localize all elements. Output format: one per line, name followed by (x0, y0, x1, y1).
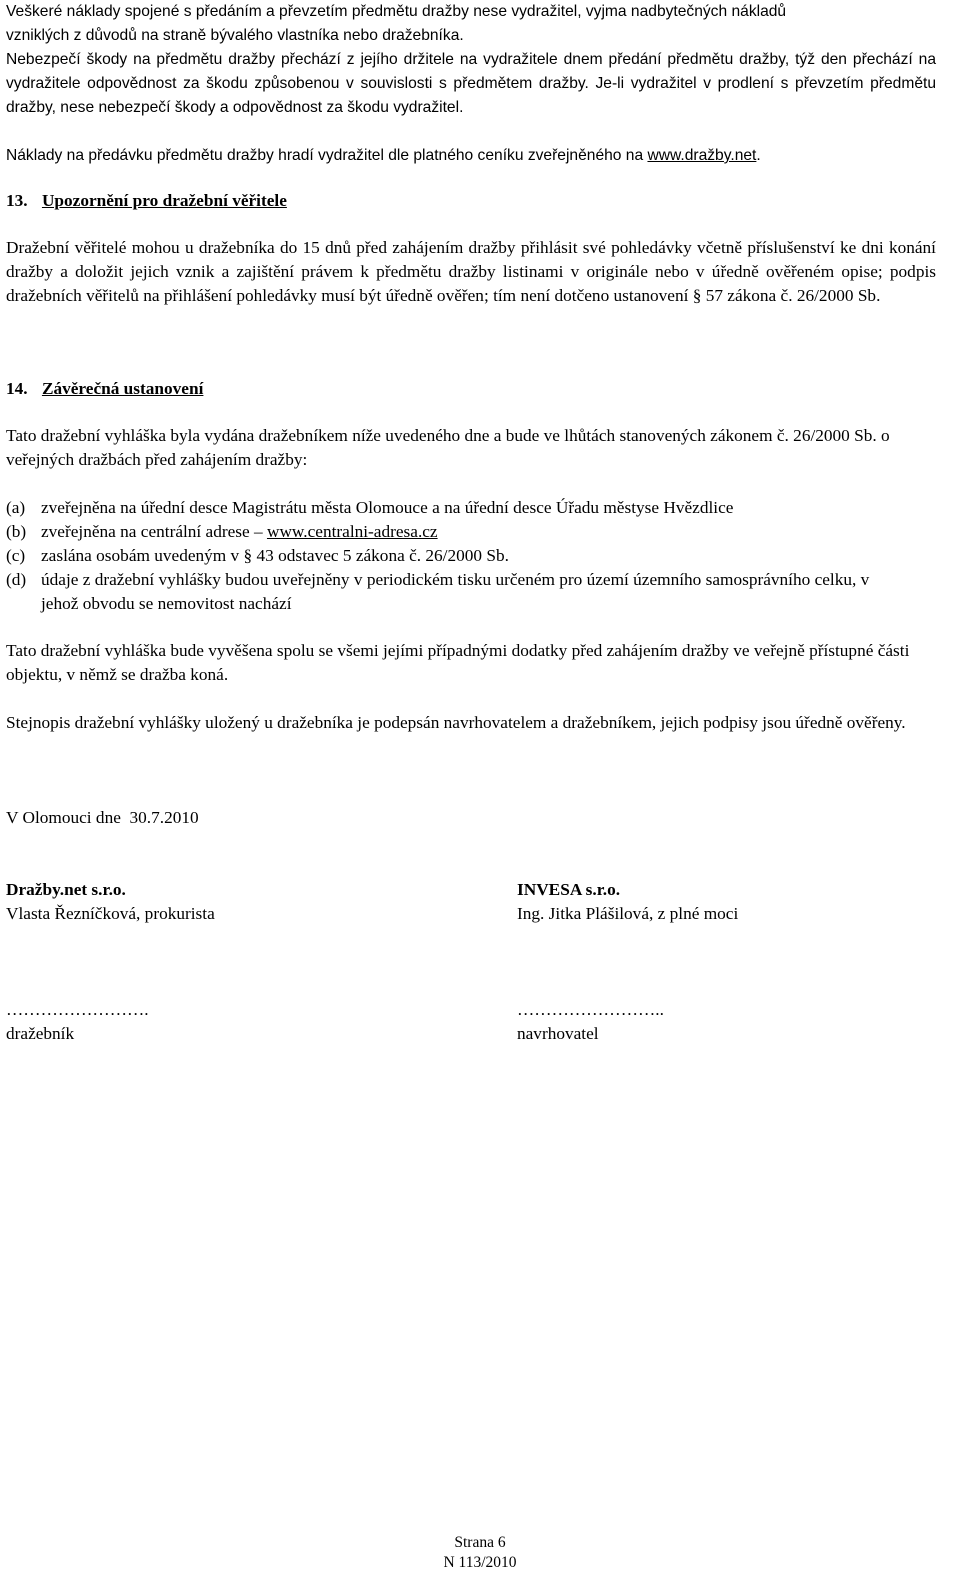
copy-paragraph: Stejnopis dražební vyhlášky uložený u dražebníka je podepsán navrhovatelem a dražebníkem, jejich podpisy jsou úředně ověřeny. (6, 713, 906, 732)
list-text: zaslána osobám uvedeným v § 43 odstavec 5 zákona č. 26/2000 Sb. (41, 546, 509, 565)
drazby-net-link[interactable]: www.dražby.net (647, 147, 757, 164)
place-and-date: V Olomouci dne 30.7.2010 (6, 808, 199, 827)
list-text: údaje z dražební vyhlášky budou uveřejněny v periodickém tisku určeném pro území územního samosprávního celku, v jehož obvodu se nemovitost nachází (41, 570, 870, 613)
costs-line-2: vzniklých z důvodů na straně bývalého vlastníka nebo dražebníka. (6, 27, 464, 44)
section-13-heading (6, 189, 287, 213)
list-text: zveřejněna na centrální adrese – (41, 522, 267, 541)
section-14-heading (6, 377, 203, 401)
centralni-adresa-link[interactable]: www.centralni-adresa.cz (266, 522, 438, 541)
section-14-intro: Tato dražební vyhláška byla vydána dražebníkem níže uvedeného dne a bude ve lhůtách stanovených zákonem č. 26/2000 Sb. o veřejných dražbách před zahájením dražby: (6, 426, 890, 469)
handover-costs-text: Náklady na předávku předmětu dražby hradí vydražitel dle platného ceníku zveřejněného na (6, 147, 648, 164)
list-marker: (a) (6, 498, 26, 517)
section-13-body: Dražební věřitelé mohou u dražebníka do 15 dnů před zahájením dražby přihlásit své pohledávky včetně příslušenství ke dni konání dražby a doložit jejich vznik a zajištění právem k předmětu dražby listinami v originále nebo v úředně ověřeném opise; podpis dražebních věřitelů na přihlášení pohledávky musí být úředně ověřen; tím není dotčeno ustanovení § 57 zákona č. 26/2000 Sb. (6, 238, 936, 305)
auctioneer-person: Vlasta Řezníčková, prokurista (6, 904, 215, 923)
proposer-person: Ing. Jitka Plášilová, z plné moci (517, 904, 739, 923)
proposer-role: navrhovatel (517, 1024, 599, 1043)
costs-line-1: Veškeré náklady spojené s předáním a převzetím předmětu dražby nese vydražitel, vyjma nadbytečných nákladů (6, 3, 787, 20)
auctioneer-company: Dražby.net s.r.o. (6, 880, 126, 899)
section-13-number: 13. (6, 191, 28, 210)
list-marker: (d) (6, 570, 27, 589)
proposer-signature-line: …………………….. (517, 1000, 664, 1019)
list-text-b (41, 520, 921, 544)
posting-paragraph: Tato dražební vyhláška bude vyvěšena spolu se všemi jejími případnými dodatky před zahájením dražby ve veřejně přístupné části objektu, v němž se dražba koná. (6, 641, 910, 684)
handover-costs-end: . (756, 147, 761, 164)
list-marker: (b) (6, 522, 27, 541)
list-marker: (c) (6, 546, 26, 565)
section-14-title: Závěrečná ustanovení (41, 379, 204, 398)
section-13-title: Upozornění pro dražební věřitele (41, 191, 287, 210)
section-14-number: 14. (6, 379, 28, 398)
page-number: Strana 6 (454, 1534, 506, 1551)
auctioneer-role: dražebník (6, 1024, 75, 1043)
list-text: zveřejněna na úřední desce Magistrátu města Olomouce a na úřední desce Úřadu městyse Hvězdlice (41, 498, 734, 517)
proposer-company: INVESA s.r.o. (517, 880, 621, 899)
risk-paragraph: Nebezpečí škody na předmětu dražby přechází z jejího držitele na vydražitele dnem předání předmětu dražby, týž den přechází na vydražitele odpovědnost za škodu způsobenou v souvislosti s předmětem dražby. Je-li vydražitel v prodlení s převzetím předmětu dražby, nese nebezpečí škody a odpovědnost za škodu vydražitel. (6, 51, 936, 116)
auctioneer-signature-line: ……………………. (6, 1000, 149, 1019)
handover-costs-line (6, 144, 936, 168)
document-reference: N 113/2010 (443, 1554, 517, 1571)
